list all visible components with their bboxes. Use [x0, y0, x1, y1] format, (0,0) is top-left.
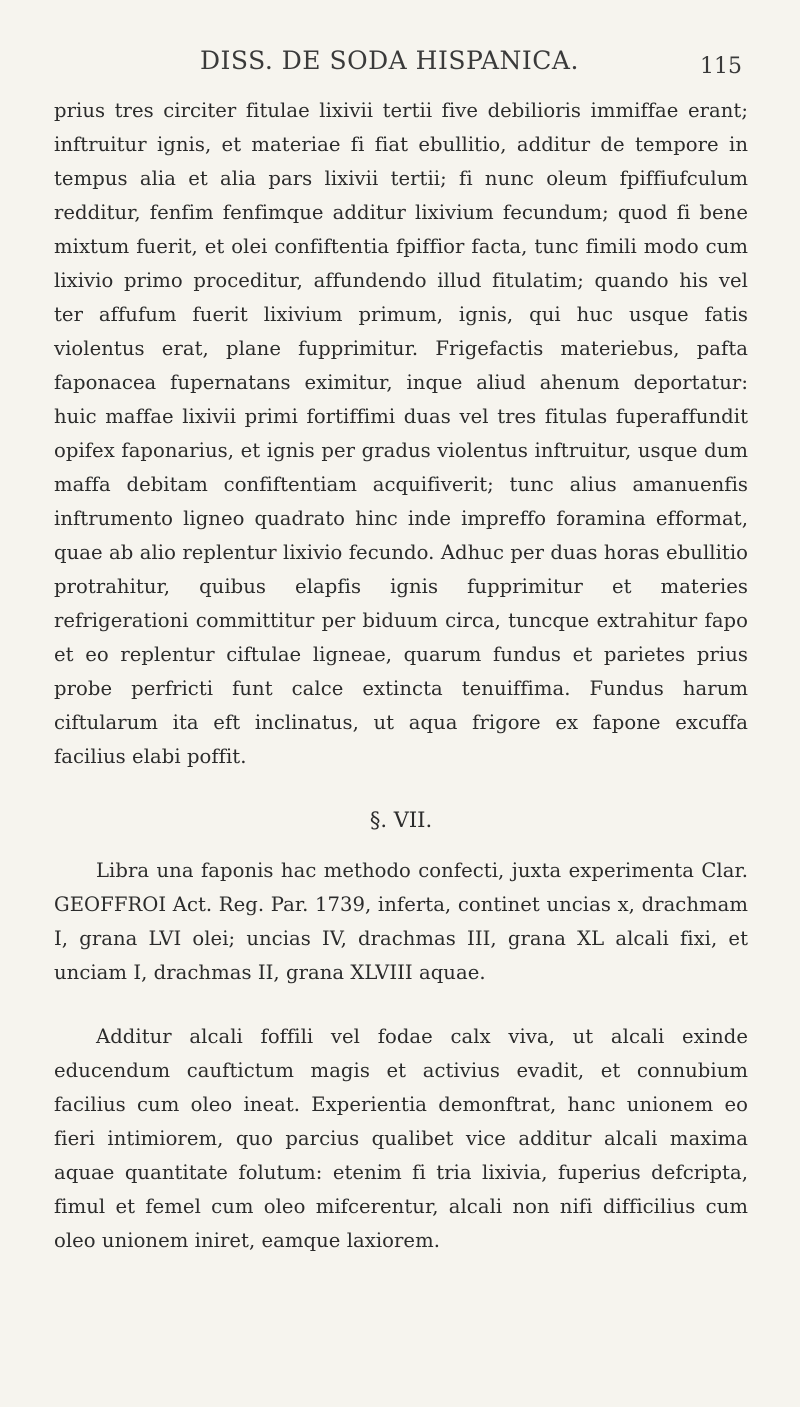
running-head	[54, 36, 748, 94]
running-title: DISS. DE SODA HISPANICA.	[200, 46, 579, 75]
paragraph-additur: Additur alcali foffili vel fodae calx viva, ut alcali exinde educendum cauftictum magis et activius evadit, et connubium facilius cum oleo ineat. Experientia demonftrat, hanc unionem eo fieri intimiorem, quo parcius qualibet vice additur alcali maxima aquae quantitate folutum: etenim fi tria lixivia, fuperius defcripta, fimul et femel cum oleo mifcerentur, alcali non nifi difficilius cum oleo unionem iniret, eamque laxiorem.	[54, 1025, 748, 1252]
section-heading: §. VII.	[369, 808, 433, 832]
paragraph-experiment: Libra una faponis hac methodo confecti, juxta experimenta Clar. GEOFFROI Act. Reg. Par. 1739, inferta, continet uncias x, drachmam I, grana LVI olei; uncias IV, drachmas III, grana XL alcali fixi, et unciam I, drachmas II, grana XLVIII aquae.	[54, 859, 748, 984]
paragraph-continued: prius tres circiter fitulae lixivii tertii five debilioris immiffae erant; inftruitur ignis, et materiae fi fiat ebullitio, additur de tempore in tempus alia et alia pars lixivii tertii; fi nunc oleum fpiffiufculum redditur, fenfim fenfimque additur lixivium fecundum; quod fi bene mixtum fuerit, et olei confiftentia fpiffior facta, tunc fimili modo cum lixivio primo proceditur, affundendo illud fitulatim; quando his vel ter affufum fuerit lixivium primum, ignis, qui huc usque fatis violentus erat, plane fupprimitur. Frigefactis materiebus, pafta faponacea fupernatans eximitur, inque aliud ahenum deportatur: huic maffae lixivii primi fortiffimi duas vel tres fitulas fuperaffundit opifex faponarius, et ignis per gradus violentus inftruitur, usque dum maffa debitam confiftentiam acquifiverit; tunc alius amanuenfis inftrumento ligneo quadrato hinc inde impreffo foramina efformat, quae ab alio replentur lixivio fecundo. Adhuc per duas horas ebullitio protrahitur, quibus elapfis ignis fupprimitur et materies refrigerationi committitur per biduum circa, tuncque extrahitur fapo et eo replentur ciftulae ligneae, quarum fundus et parietes prius probe perfricti funt calce extincta tenuiffima. Fundus harum ciftularum ita eft inclinatus, ut aqua frigore ex fapone excuffa facilius elabi poffit.	[54, 99, 748, 768]
page-number: 115	[700, 54, 742, 79]
